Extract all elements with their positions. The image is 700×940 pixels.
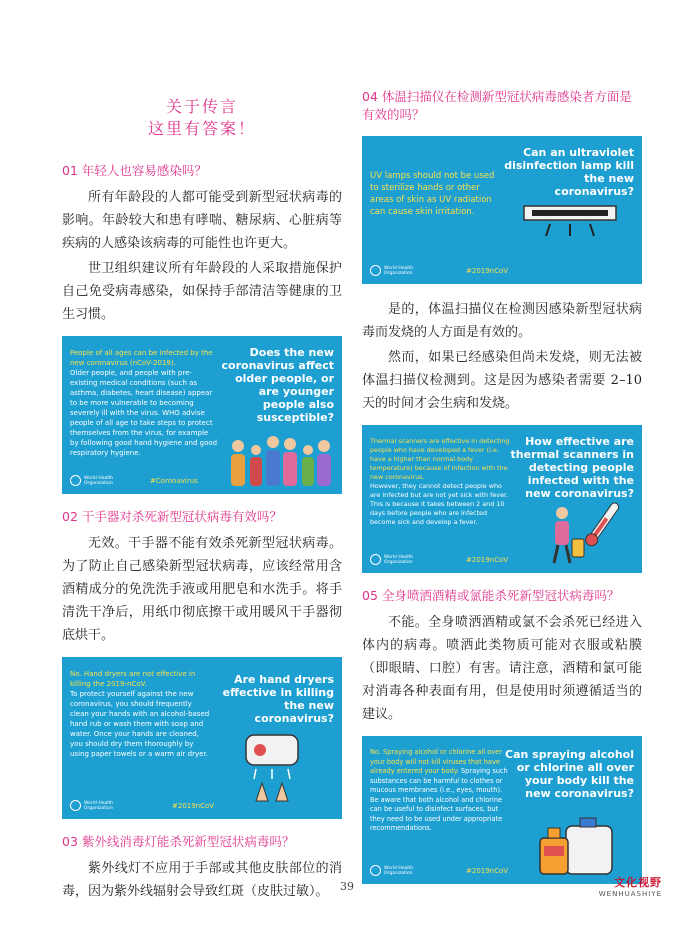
question-05-title: 全身喷洒酒精或氯能杀死新型冠状病毒吗？ bbox=[381, 588, 620, 603]
who-globe-icon bbox=[370, 265, 381, 276]
question-05-answer-p1: 不能。全身喷洒酒精或氯不会杀死已经进入体内的病毒。喷洒此类物质可能对衣服或粘膜（即眼睛、口腔）有害。请注意，酒精和氯可能对消毒各种表面有用，但是使用时须遵循适当的建议。 bbox=[362, 615, 642, 722]
card-spray-highlight: No. Spraying alcohol or chlorine all over your body will not kill viruses that have already entered your body. bbox=[370, 748, 502, 775]
card-age-left-text bbox=[70, 348, 218, 458]
card-age-hashtag: #Coronavirus bbox=[150, 477, 198, 485]
right-column bbox=[362, 88, 642, 898]
spray-bottles-icon bbox=[536, 814, 616, 876]
question-04-answer-p1: 是的，体温扫描仪在检测因感染新型冠状病毒而发烧的人方面是有效的。 bbox=[362, 302, 642, 340]
question-03-answer-p1: 紫外线灯不应用于手部或其他皮肤部位的消毒，因为紫外线辐射会导致红斑（皮肤过敏）。 bbox=[62, 861, 342, 899]
question-05-heading bbox=[362, 587, 642, 605]
card-age-body: Older people, and people with pre-existing medical conditions (such as asthma, diabetes, heart disease) appear to be more vulnerable to becoming severely ill with the virus. WHO advise people of all age to take steps to protect themselves from the virus, for example by following good hand hygiene and good respiratory hygiene. bbox=[70, 369, 218, 457]
card-age-headline: Does the new coronavirus affect older people, or are younger people also susceptible? bbox=[221, 346, 334, 424]
infographic-card-hand-dryer bbox=[62, 657, 342, 819]
page-number: 39 bbox=[340, 880, 354, 893]
card-dryer-highlight: No. Hand dryers are not effective in killing the 2019-nCoV. bbox=[70, 670, 196, 688]
family-group-icon bbox=[228, 434, 332, 488]
card-dryer-who-logo: World Health Organization bbox=[70, 800, 114, 811]
infographic-card-uv-lamp bbox=[362, 136, 642, 284]
question-04-heading bbox=[362, 88, 642, 124]
card-thermal-hashtag: #2019nCoV bbox=[466, 556, 509, 564]
card-dryer-body: To protect yourself against the new coronavirus, you should frequently clean your hands with an alcohol-based hand rub or wash them with soap and water. Once your hands are cleaned, you should dry them thoroughly by using paper towels or a warm air dryer. bbox=[70, 690, 210, 758]
question-04-title: 体温扫描仪在检测新型冠状病毒感染者方面是有效的吗？ bbox=[362, 89, 632, 122]
left-column bbox=[62, 96, 342, 905]
card-dryer-hashtag: #2019nCoV bbox=[172, 802, 215, 810]
question-03-heading bbox=[62, 833, 342, 851]
card-thermal-who-logo: World Health Organization bbox=[370, 554, 414, 565]
question-03-number: 03 bbox=[62, 834, 78, 849]
question-03-title: 紫外线消毒灯能杀死新型冠状病毒吗？ bbox=[81, 834, 295, 849]
question-01-answer-p2: 世卫组织建议所有年龄段的人采取措施保护自己免受病毒感染，如保持手部清洁等健康的卫生习惯。 bbox=[62, 261, 342, 322]
question-02-title: 干手器对杀死新型冠状病毒有效吗？ bbox=[81, 509, 282, 524]
page-title-line1: 关于传言 bbox=[165, 97, 238, 116]
who-globe-icon bbox=[70, 475, 81, 486]
question-04-answer-p2: 然而，如果已经感染但尚未发烧，则无法被体温扫描仪检测到。这是因为感染者需要 2–10 天的时间才会生病和发烧。 bbox=[362, 350, 642, 411]
card-dryer-left-text bbox=[70, 669, 210, 759]
who-globe-icon bbox=[370, 554, 381, 565]
card-uv-hashtag: #2019nCoV bbox=[466, 267, 509, 275]
question-02-number: 02 bbox=[62, 509, 78, 524]
card-thermal-body: However, they cannot detect people who are infected but are not yet sick with fever. This is because it takes between 2 and 10 days before people who are infected become sick and develop a fever. bbox=[370, 482, 509, 526]
card-uv-highlight: UV lamps should not be used to sterilize hands or other areas of skin as UV radiation can cause skin irritation. bbox=[370, 171, 495, 217]
brand-name-en: WENHUASHIYE bbox=[598, 890, 662, 898]
uv-lamp-icon bbox=[520, 202, 620, 242]
card-thermal-headline: How effective are thermal scanners in detecting people infected with the new coronavirus? bbox=[510, 435, 634, 500]
question-02-heading bbox=[62, 508, 342, 526]
question-01-heading bbox=[62, 162, 342, 180]
card-spray-hashtag: #2019nCoV bbox=[466, 867, 509, 875]
brand-name-cn: 文化视野 bbox=[614, 876, 662, 889]
card-uv-headline: Can an ultraviolet disinfection lamp kill the new coronavirus? bbox=[504, 146, 634, 198]
question-02-answer-p1: 无效。干手器不能有效杀死新型冠状病毒。为了防止自己感染新型冠状病毒，应该经常用含酒精成分的免洗洗手液或用肥皂和水洗手。将手清洗干净后，用纸巾彻底擦干或用暖风干手器彻底烘干。 bbox=[62, 536, 342, 643]
card-thermal-left-text bbox=[370, 437, 512, 527]
magazine-brand bbox=[599, 874, 662, 898]
page-title bbox=[62, 96, 342, 140]
infographic-card-thermal-scanner bbox=[362, 425, 642, 573]
who-globe-icon bbox=[70, 800, 81, 811]
question-01-title: 年轻人也容易感染吗？ bbox=[81, 163, 207, 178]
card-age-who-logo: World Health Organization bbox=[70, 475, 114, 486]
card-spray-left-text bbox=[370, 748, 512, 834]
thermometer-traveler-icon bbox=[540, 495, 620, 565]
question-01-number: 01 bbox=[62, 163, 78, 178]
card-spray-headline: Can spraying alcohol or chlorine all over your body kill the new coronavirus? bbox=[505, 748, 634, 800]
card-age-highlight: People of all ages can be infected by the new coronavirus (nCoV-2019). bbox=[70, 349, 213, 367]
card-uv-who-logo: World Health Organization bbox=[370, 265, 414, 276]
question-04-number: 04 bbox=[362, 89, 378, 104]
card-spray-body: Spraying such substances can be harmful to clothes or mucous membranes (i.e., eyes, mouth). Be aware that both alcohol and chlorine can be useful to disinfect surfaces, but they need to be used under appropriate recommendations. bbox=[370, 767, 508, 832]
hand-dryer-icon bbox=[240, 731, 304, 803]
infographic-card-spraying bbox=[362, 736, 642, 884]
card-dryer-headline: Are hand dryers effective in killing the new coronavirus? bbox=[222, 673, 334, 725]
question-01-answer-p1: 所有年龄段的人都可能受到新型冠状病毒的影响。年龄较大和患有哮喘、糖尿病、心脏病等疾病的人感染该病毒的可能性也许更大。 bbox=[62, 190, 342, 251]
infographic-card-age bbox=[62, 336, 342, 494]
card-spray-who-logo: World Health Organization bbox=[370, 865, 414, 876]
who-globe-icon bbox=[370, 865, 381, 876]
question-05-number: 05 bbox=[362, 588, 378, 603]
page-title-line2: 这里有答案！ bbox=[147, 119, 256, 138]
card-thermal-highlight: Thermal scanners are effective in detecting people who have developed a fever (i.e. have a higher than normal body temperature) because of infection with the new coronavirus. bbox=[370, 437, 510, 481]
